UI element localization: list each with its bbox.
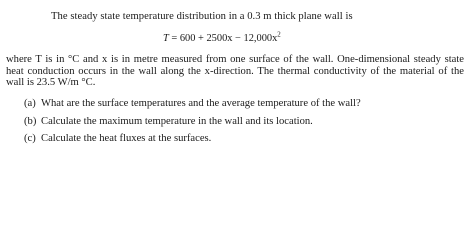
question-list xyxy=(6,98,466,145)
equation-exponent: 2 xyxy=(277,30,281,39)
question-marker: (c) xyxy=(24,133,36,145)
problem-description: where T is in °C and x is in metre measured from one surface of the wall. One-dimensional steady state heat conduction occurs in the wall along the x-direction. The thermal conductivity of the material of the wall is 23.5 W/m °C. xyxy=(6,54,464,89)
question-text: Calculate the maximum temperature in the wall and its location. xyxy=(41,115,313,127)
question-marker: (a) xyxy=(24,97,36,109)
question-item-b xyxy=(24,116,466,128)
question-text: Calculate the heat fluxes at the surfaces. xyxy=(41,133,212,145)
question-item-a xyxy=(24,98,466,110)
question-text: What are the surface temperatures and the average temperature of the wall? xyxy=(41,97,361,109)
temperature-equation xyxy=(6,30,466,45)
question-marker: (b) xyxy=(24,115,37,127)
problem-intro: The steady state temperature distribution in a 0.3 m thick plane wall is xyxy=(51,11,353,22)
equation-rhs: = 600 + 2500x − 12,000x xyxy=(168,32,278,44)
equation-lhs: T xyxy=(163,32,169,44)
question-item-c xyxy=(24,133,466,145)
